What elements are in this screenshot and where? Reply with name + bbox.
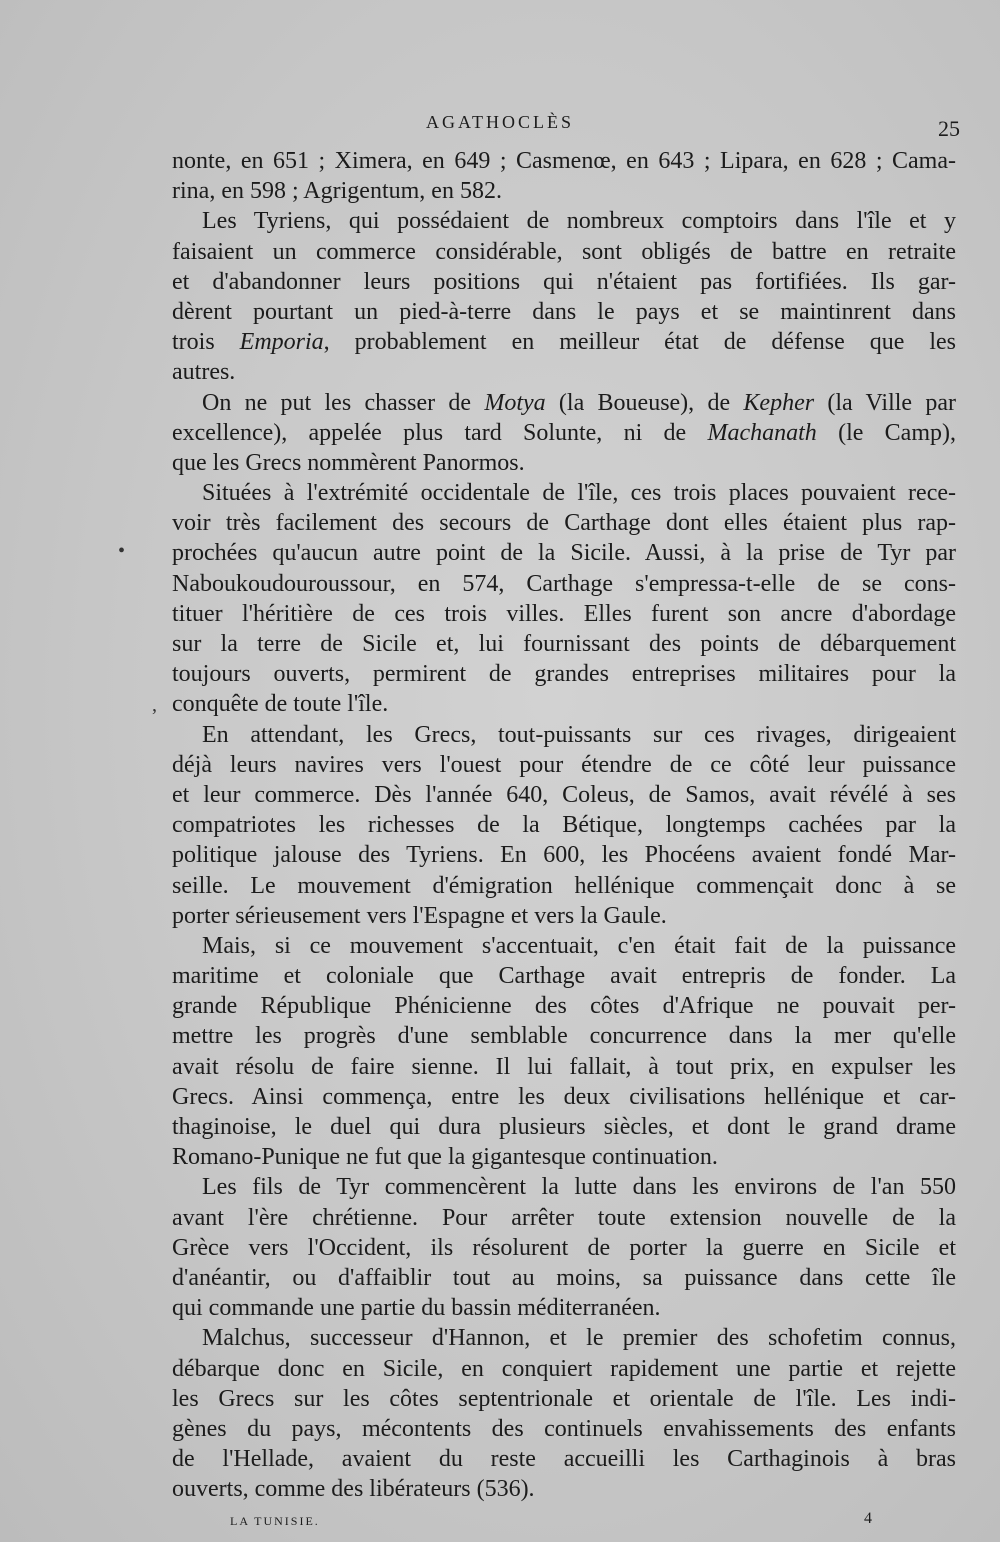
text-line: politique jalouse des Tyriens. En 600, les Phocéens avaient fondé Mar-	[172, 842, 956, 869]
text-line: gènes du pays, mécontents des continuels envahissements des enfants	[172, 1415, 956, 1442]
text-line: les Grecs sur les côtes septentrionale et orientale de l'île. Les indi-	[172, 1385, 956, 1412]
text-line: faisaient un commerce considérable, sont obligés de battre en retraite	[172, 238, 956, 265]
text-line: débarque donc en Sicile, en conquiert rapidement une partie et rejette	[172, 1355, 956, 1382]
text-line: Mais, si ce mouvement s'accentuait, c'en était fait de la puissance	[202, 932, 956, 959]
italic-term: Machanath	[707, 419, 817, 446]
text-line: Grecs. Ainsi commença, entre les deux civilisations hellénique et car-	[172, 1083, 956, 1110]
page-number: 25	[938, 116, 960, 141]
text-line: avait résolu de faire sienne. Il lui fallait, à tout prix, en expulser les	[172, 1053, 956, 1080]
running-head: AGATHOCLÈS	[425, 112, 574, 132]
text-line: ouverts, comme des libérateurs (536).	[172, 1476, 535, 1503]
text-line: rina, en 598 ; Agrigentum, en 582.	[172, 178, 502, 205]
text-line: de l'Hellade, avaient du reste accueilli les Carthaginois à bras	[172, 1446, 956, 1473]
text-line: prochées qu'aucun autre point de la Sicile. Aussi, à la prise de Tyr par	[172, 540, 956, 567]
text-line: thaginoise, le duel qui dura plusieurs siècles, et dont le grand drame	[172, 1114, 956, 1140]
text-line: que les Grecs nommèrent Panormos.	[172, 449, 525, 476]
text-line: tituer l'héritière de ces trois villes. Elles furent son ancre d'abordage	[172, 600, 956, 627]
text-line: qui commande une partie du bassin méditerranéen.	[172, 1295, 661, 1322]
text-line: voir très facilement des secours de Carthage dont elles étaient plus rap-	[172, 510, 956, 537]
text-line: Les fils de Tyr commencèrent la lutte dans les environs de l'an 550	[202, 1174, 956, 1201]
footer-signature: LA TUNISIE.	[230, 1514, 320, 1528]
text-line: autres.	[172, 359, 236, 386]
text-line: sur la terre de Sicile et, lui fournissant des points de débarquement	[172, 631, 956, 657]
text-line: grande République Phénicienne des côtes d'Afrique ne pouvait per-	[172, 993, 956, 1020]
text-line: mettre les progrès d'une semblable concurrence dans la mer qu'elle	[172, 1023, 956, 1050]
body-text	[172, 146, 956, 1504]
text-line: En attendant, les Grecs, tout-puissants sur ces rivages, dirigeaient	[202, 721, 956, 748]
text-line: excellence), appelée plus tard Solunte, ni de Machanath (le Camp),	[172, 419, 956, 446]
margin-mark: ,	[152, 694, 157, 716]
text-line: porter sérieusement vers l'Espagne et vers la Gaule.	[172, 902, 667, 929]
text-line: On ne put les chasser de Motya (la Boueuse), de Kepher (la Ville par	[202, 389, 956, 416]
text-line: Grèce vers l'Occident, ils résolurent de porter la guerre en Sicile et	[172, 1234, 956, 1261]
text-line: seille. Le mouvement d'émigration hellénique commençait donc à se	[172, 872, 956, 899]
text-line: compatriotes les richesses de la Bétique, longtemps cachées par la	[172, 812, 956, 839]
text-line: dèrent pourtant un pied-à-terre dans le pays et se maintinrent dans	[172, 298, 956, 325]
text-line: et leur commerce. Dès l'année 640, Coleus, de Samos, avait révélé à ses	[172, 781, 956, 808]
text-line: Romano-Punique ne fut que la gigantesque continuation.	[172, 1144, 718, 1171]
text-line: d'anéantir, ou d'affaiblir tout au moins, sa puissance dans cette île	[172, 1264, 956, 1291]
italic-term: Kepher	[743, 389, 815, 416]
footer-sheet-number: 4	[864, 1510, 872, 1527]
text-line: déjà leurs navires vers l'ouest pour étendre de ce côté leur puissance	[172, 751, 956, 778]
text-line: et d'abandonner leurs positions qui n'étaient pas fortifiées. Ils gar-	[172, 268, 956, 295]
text-line: conquête de toute l'île.	[172, 691, 389, 718]
text-line: maritime et coloniale que Carthage avait entrepris de fonder. La	[172, 963, 956, 990]
text-line: Malchus, successeur d'Hannon, et le premier des schofetim connus,	[202, 1325, 956, 1352]
text-line: Les Tyriens, qui possédaient de nombreux comptoirs dans l'île et y	[202, 208, 956, 235]
text-line: toujours ouverts, permirent de grandes entreprises militaires pour la	[172, 661, 956, 688]
text-line: trois Emporia, probablement en meilleur état de défense que les	[172, 329, 956, 356]
margin-mark: •	[118, 540, 126, 562]
text-line: Naboukoudouroussour, en 574, Carthage s'empressa-t-elle de se cons-	[172, 570, 956, 597]
text-line: avant l'ère chrétienne. Pour arrêter toute extension nouvelle de la	[172, 1204, 956, 1231]
italic-term: Motya	[484, 389, 546, 416]
italic-term: Emporia	[239, 329, 324, 356]
text-line: nonte, en 651 ; Ximera, en 649 ; Casmenœ, en 643 ; Lipara, en 628 ; Cama-	[172, 148, 956, 174]
text-line: Situées à l'extrémité occidentale de l'île, ces trois places pouvaient rece-	[202, 480, 956, 507]
